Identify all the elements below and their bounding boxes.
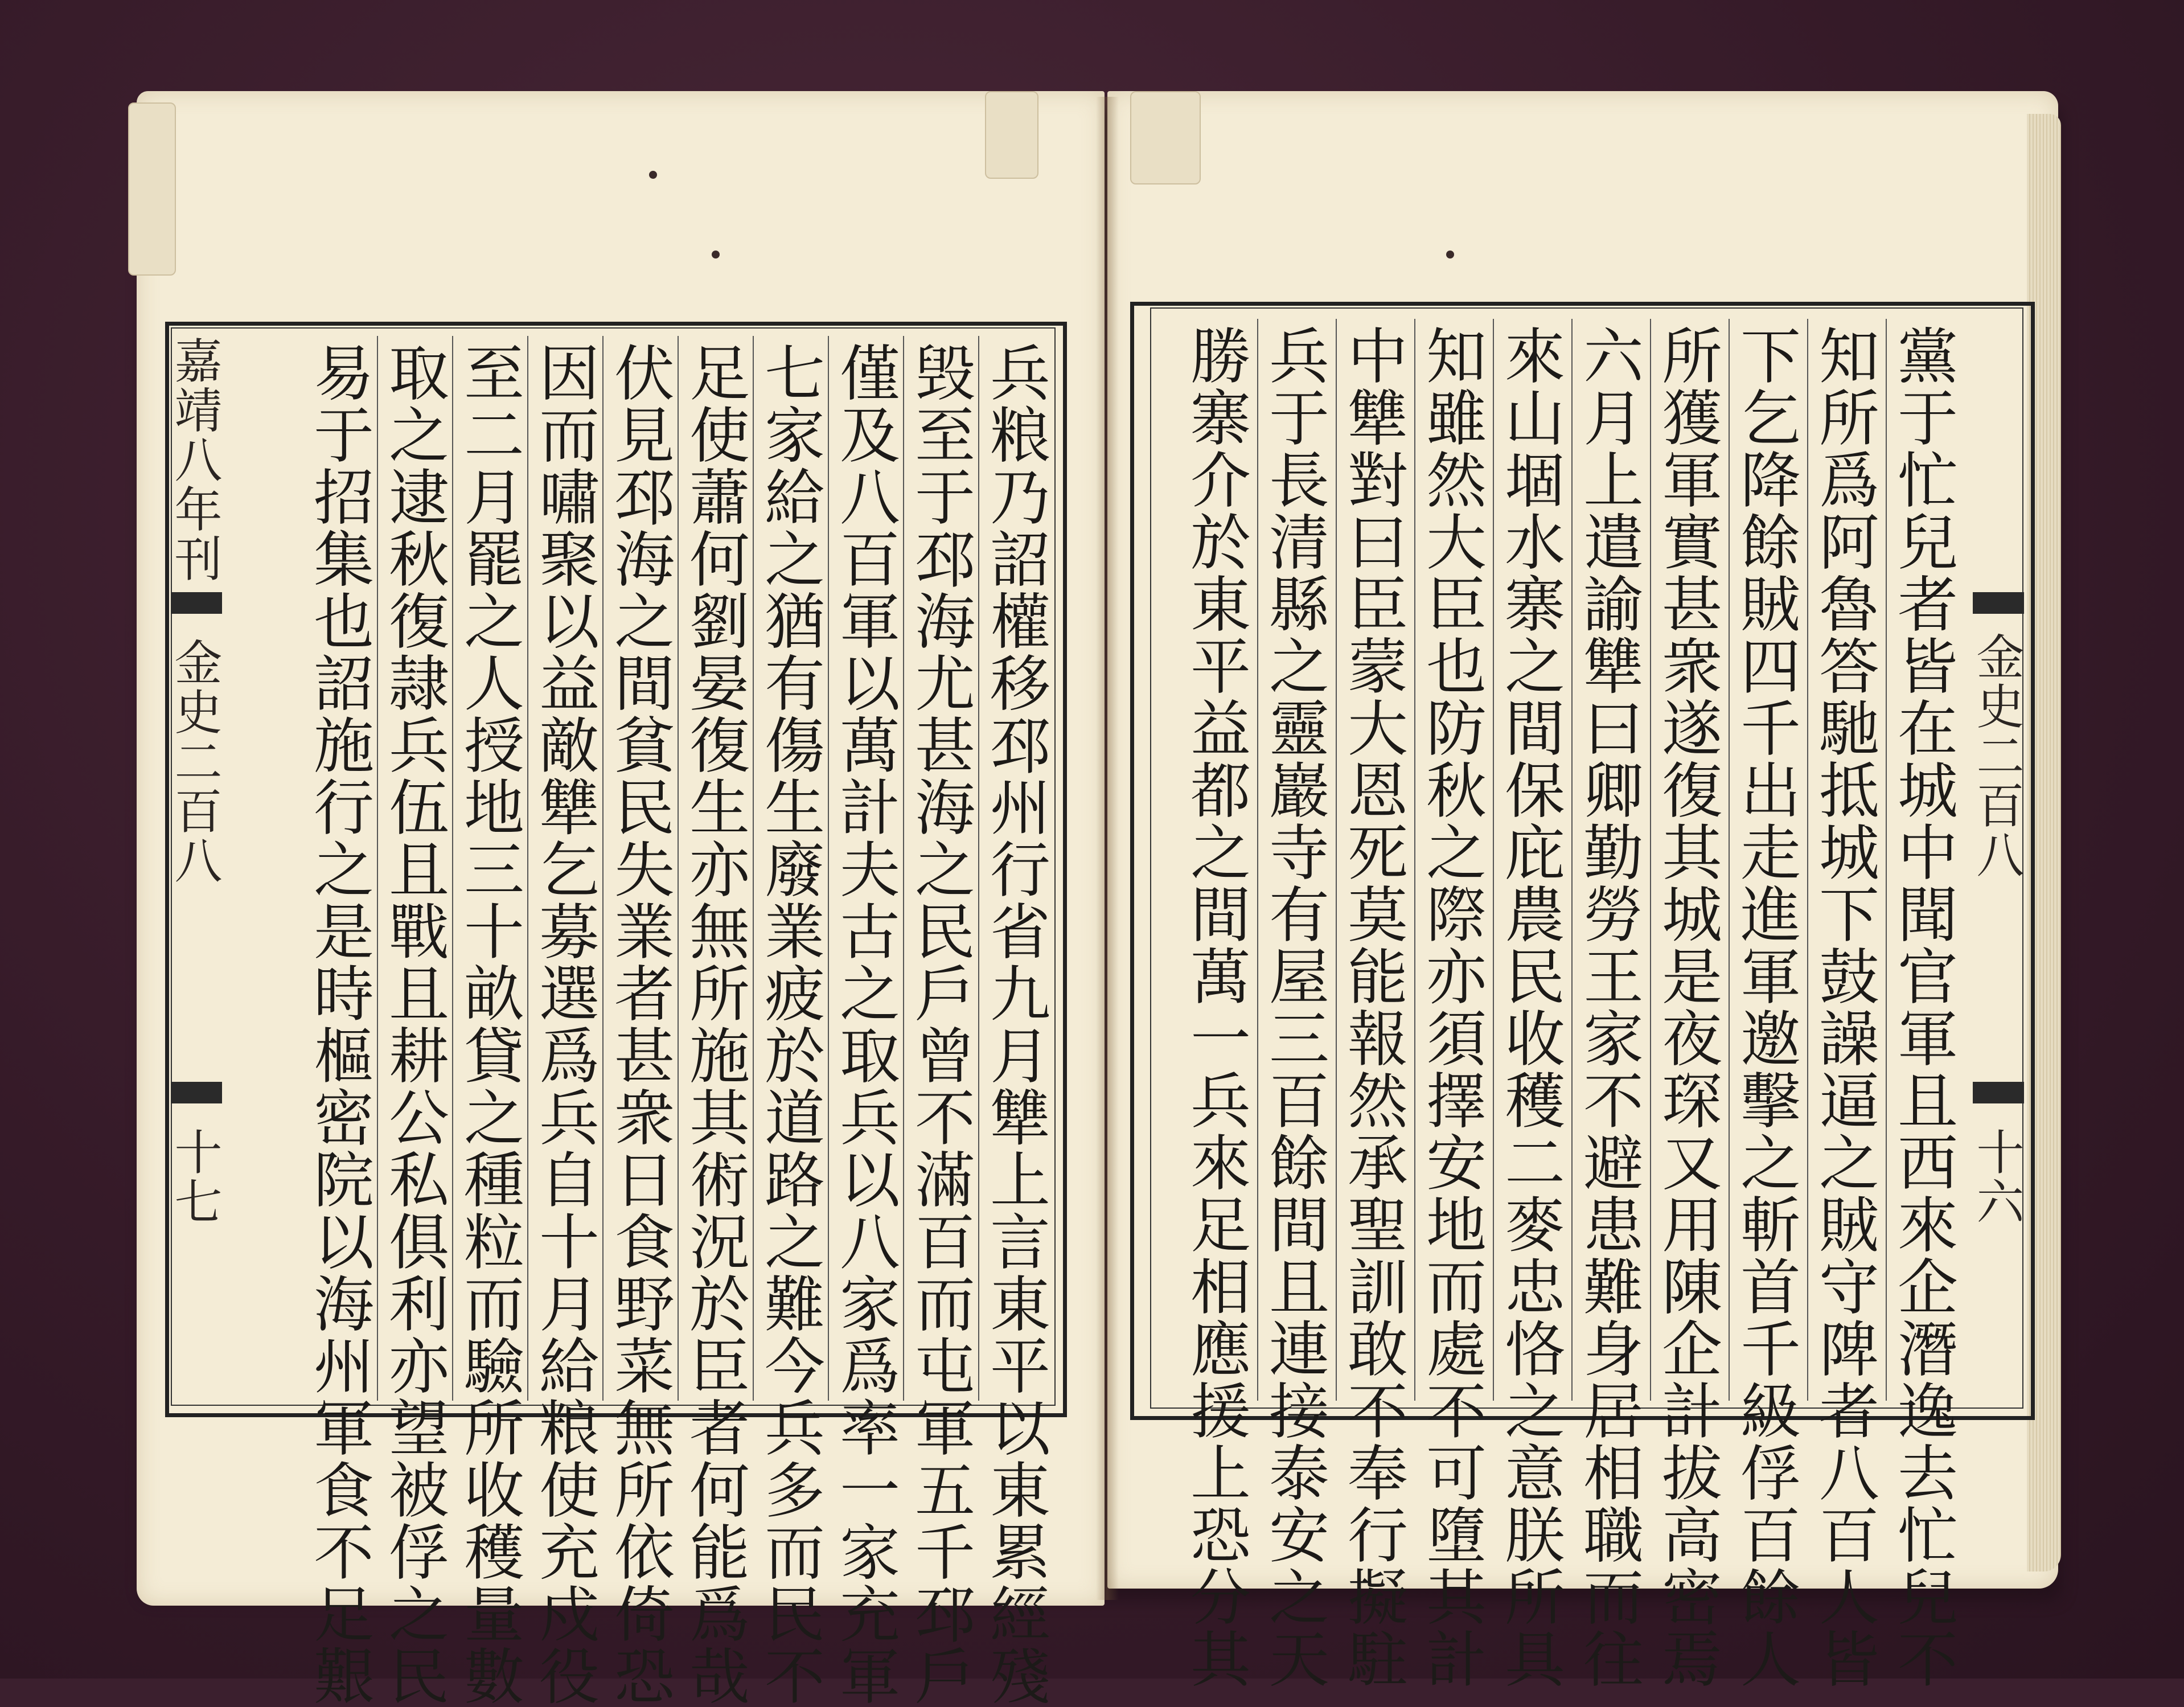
- text-column: 知雖然大臣也防秋之際亦須擇安地而處不可墮其計: [1417, 325, 1487, 1690]
- left-margin-title: 嘉靖八年刊: [167, 336, 223, 584]
- left-center-label: 金史二百八: [167, 638, 223, 885]
- binding-hole: [712, 251, 720, 258]
- left-folio-number: 十七: [167, 1127, 223, 1226]
- text-column: 黨于忙兒者皆在城中聞官軍且西來企潛逸去忙兒不: [1888, 325, 1958, 1690]
- column-rule: [1729, 319, 1730, 1401]
- right-text-block: [1156, 319, 1964, 1690]
- text-column: 毁至于邳海尤甚海之民戶曾不滿百而屯軍五千邳戶: [905, 342, 975, 1707]
- text-column: 知所爲阿魯答馳抵城下鼓譟逼之賊守陴者八百人皆: [1809, 325, 1879, 1690]
- torn-edge-top-left: [985, 91, 1038, 179]
- text-column: 中犨對曰臣蒙大恩死莫能報然承聖訓敢不奉行擬駐: [1338, 325, 1408, 1690]
- column-rule: [1571, 319, 1573, 1401]
- column-rule: [978, 336, 979, 1401]
- fish-tail-mark-top-right: [1973, 592, 2024, 614]
- text-column: 兵粮乃詔權移邳州行省九月犨上言東平以東累經殘: [980, 342, 1050, 1707]
- fish-tail-mark-bottom-right: [1973, 1082, 2024, 1103]
- column-rule: [602, 336, 604, 1401]
- fish-tail-mark-top: [171, 592, 222, 614]
- text-column: 足使蕭何劉晏復生亦無所施其術況於臣者何能爲哉: [680, 342, 750, 1707]
- column-rule: [527, 336, 528, 1401]
- column-rule: [377, 336, 378, 1401]
- column-rule: [828, 336, 829, 1401]
- text-column: 伏見邳海之間貧民失業者甚衆日食野菜無所依倚恐: [605, 342, 675, 1707]
- column-rule: [1886, 319, 1887, 1401]
- text-column: 所獲軍實甚衆遂復其城是夜琛又用陳企計拔高密焉: [1652, 325, 1722, 1690]
- column-rule: [1414, 319, 1415, 1401]
- right-center-label: 金史二百八: [1969, 632, 2025, 880]
- text-column: 易于招集也詔施行之是時樞密院以海州軍食不足艱: [304, 342, 374, 1707]
- text-column: 至二月罷之人授地三十畝貸之種粒而驗所收穫量數: [454, 342, 524, 1707]
- right-folio-number: 十六: [1969, 1127, 2025, 1226]
- column-rule: [1336, 319, 1337, 1401]
- torn-edge-left: [128, 102, 176, 276]
- binding-hole: [1446, 251, 1454, 258]
- text-column: 七家給之猶有傷生廢業疲於道路之難今兵多而民不: [755, 342, 825, 1707]
- book-spine: [1096, 97, 1119, 1600]
- column-rule: [1807, 319, 1808, 1401]
- text-column: 來山堌水寨之間保庇農民收穫二麥忠恪之意朕所具: [1495, 325, 1565, 1690]
- column-rule: [1493, 319, 1494, 1401]
- column-rule: [1650, 319, 1651, 1401]
- fish-tail-mark-bottom: [171, 1082, 222, 1103]
- column-rule: [678, 336, 679, 1401]
- binding-hole: [649, 171, 657, 179]
- column-rule: [903, 336, 904, 1401]
- text-column: 下乞降餘賊四千出走進軍邀擊之斬首千級俘百餘人: [1731, 325, 1801, 1690]
- column-rule: [452, 336, 453, 1401]
- left-text-block: [167, 336, 1053, 1707]
- text-column: 兵于長清縣之靈巖寺有屋三百餘間且連接泰安之天: [1259, 325, 1329, 1690]
- text-column: 取之逮秋復隷兵伍且戰且耕公私俱利亦望被俘之民: [379, 342, 449, 1707]
- text-column: 因而嘯聚以益敵犨乞募選爲兵自十月給粮使充戍役: [529, 342, 600, 1707]
- torn-edge-top-right: [1130, 91, 1201, 184]
- text-column: 勝寨介於東平益都之間萬一兵來足相應援上恐分其: [1181, 325, 1251, 1690]
- text-column: 僅及八百軍以萬計夫古之取兵以八家爲率一家充軍: [830, 342, 900, 1707]
- column-rule: [753, 336, 754, 1401]
- text-column: 六月上遣諭犨曰卿勤勞王家不避患難身居相職而往: [1574, 325, 1644, 1690]
- column-rule: [1257, 319, 1258, 1401]
